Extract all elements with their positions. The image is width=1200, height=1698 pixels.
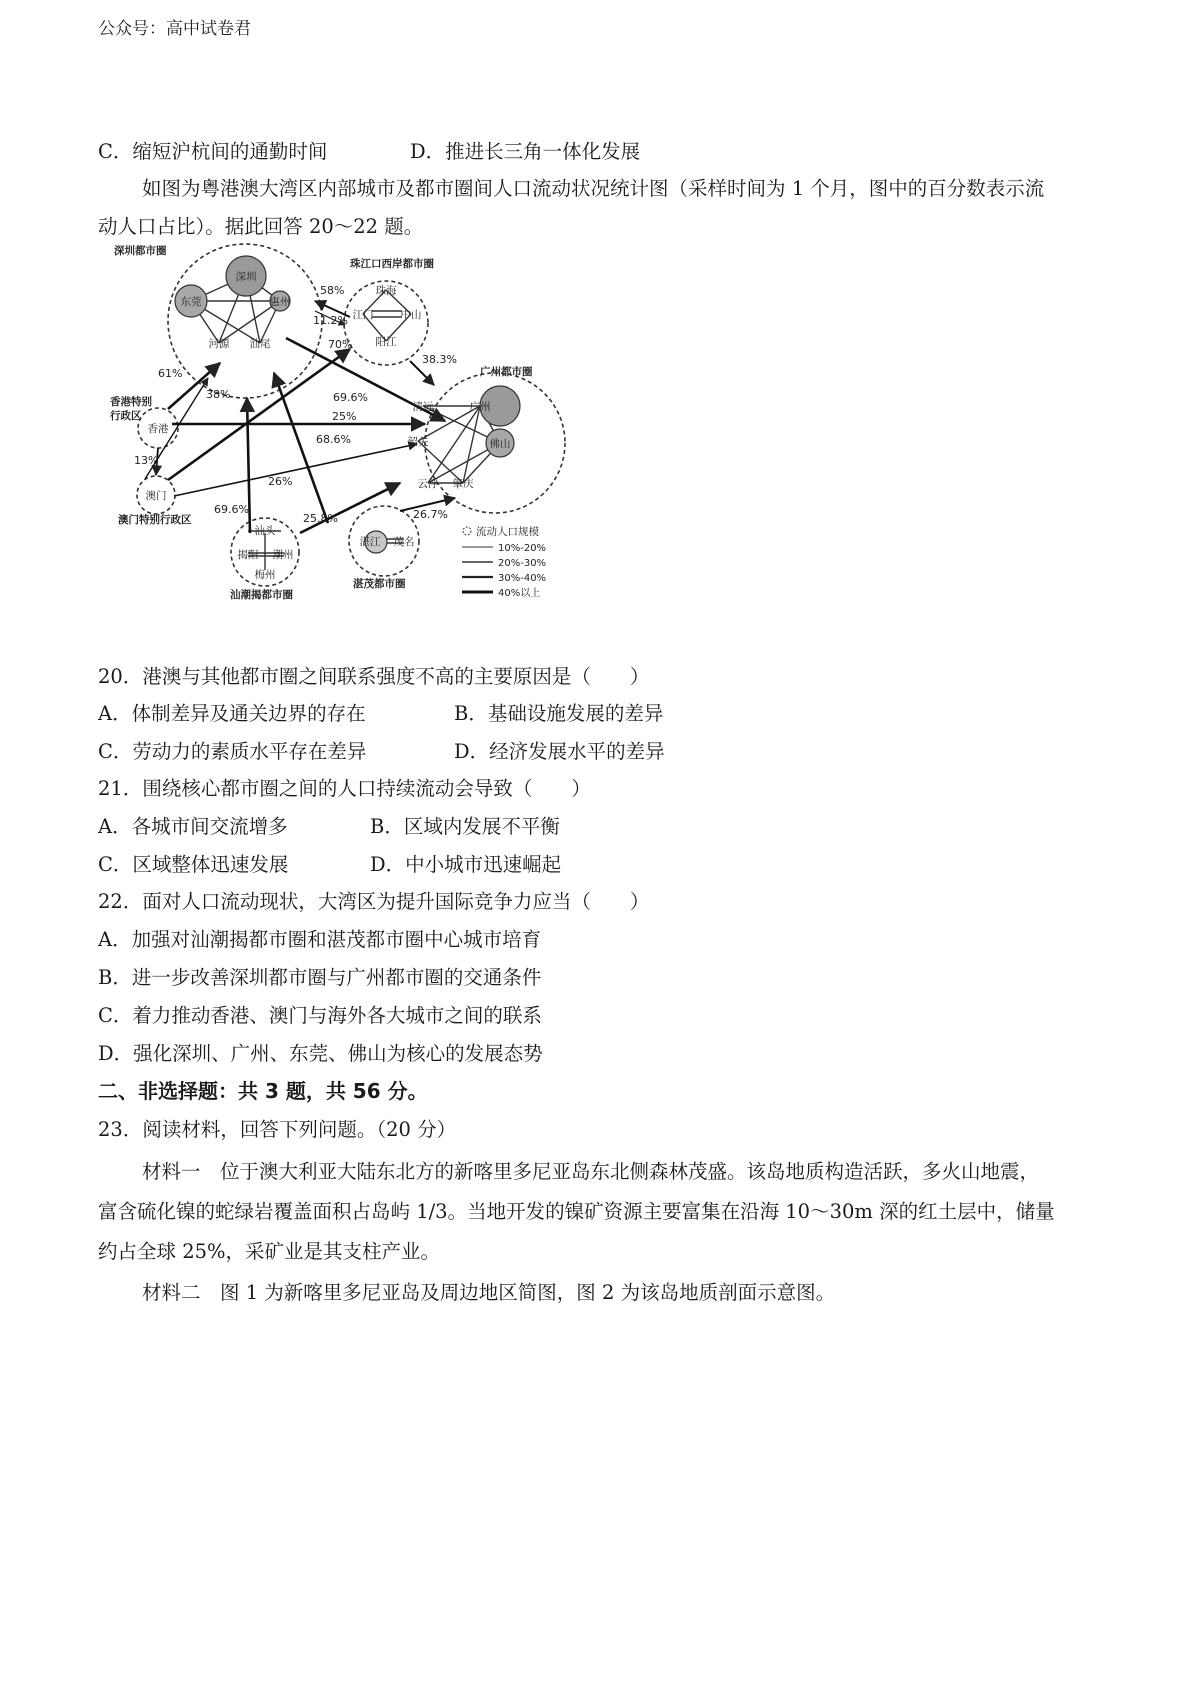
q19-options-line [98, 140, 641, 164]
circle-label-macau: 澳门特别行政区 [118, 514, 192, 526]
circle-label-guangzhou: 广州都市圈 [480, 366, 533, 378]
q21-option-a: A．各城市间交流增多 [98, 815, 288, 838]
city-yunfu: 云浮 [417, 478, 439, 490]
flow-label-38: 38% [206, 388, 231, 401]
circle-label-shenzhen: 深圳都市圈 [114, 245, 167, 258]
flow-label-38-3: 38.3% [422, 353, 457, 366]
q20-option-b: B．基础设施发展的差异 [454, 702, 664, 725]
q22-option-b: B．进一步改善深圳都市圈与广州都市圈的交通条件 [98, 966, 542, 989]
legend-title: 流动人口规模 [476, 526, 539, 538]
city-macau: 澳门 [145, 490, 167, 502]
city-shanwei: 汕尾 [249, 338, 271, 350]
q23-material-1-line-2: 富含硫化镍的蛇绿岩覆盖面积占岛屿 1/3。当地开发的镍矿资源主要富集在沿海 10～30m 深的红土层中，储量 [98, 1200, 1055, 1223]
circle-label-zhanmao: 湛茂都市圈 [353, 578, 406, 590]
circle-label-hongkong-1: 香港特别 [110, 396, 152, 408]
city-zhongshan: 中山 [400, 309, 422, 321]
section-2-title: 二、非选择题：共 3 题，共 56 分。 [98, 1079, 428, 1103]
q23-material-1-line-1: 材料一 位于澳大利亚大陆东北方的新喀里多尼亚岛东北侧森林茂盛。该岛地质构造活跃，多火山地震， [142, 1160, 1040, 1183]
city-dongguan: 东莞 [180, 296, 202, 308]
city-foshan: 佛山 [489, 438, 511, 450]
q20-option-c: C．劳动力的素质水平存在差异 [98, 740, 367, 763]
city-jieyang: 揭阳 [237, 549, 259, 561]
flow-label-69-6a: 69.6% [333, 391, 368, 404]
legend [462, 525, 546, 599]
circle-label-hongkong-2: 行政区 [110, 410, 142, 422]
city-zhanjiang: 湛江 [359, 536, 381, 548]
q22-option-a: A．加强对汕潮揭都市圈和湛茂都市圈中心城市培育 [98, 928, 542, 951]
city-shaoguan: 韶关 [407, 436, 429, 448]
flow-label-26-7: 26.7% [413, 508, 448, 521]
city-zhaoqing: 肇庆 [452, 478, 474, 490]
q19-option-c: C．缩短沪杭间的通勤时间 [98, 140, 328, 163]
city-zhuhai: 珠海 [375, 285, 397, 297]
q21-option-c: C．区域整体迅速发展 [98, 853, 289, 876]
city-hongkong: 香港 [147, 423, 169, 435]
q22-option-d: D．强化深圳、广州、东莞、佛山为核心的发展态势 [98, 1042, 543, 1065]
q23-material-2: 材料二 图 1 为新喀里多尼亚岛及周边地区简图，图 2 为该岛地质剖面示意图。 [142, 1281, 836, 1304]
city-chaozhou: 潮州 [272, 549, 294, 561]
population-flow-diagram [110, 243, 595, 653]
q20-option-a: A．体制差异及通关边界的存在 [98, 702, 366, 725]
q20-options-cd [98, 740, 665, 764]
intro-line-1: 如图为粤港澳大湾区内部城市及都市圈间人口流动状况统计图（采样时间为 1 个月，图中的百分数表示流 [142, 177, 1045, 200]
flow-label-25-8: 25.8% [303, 512, 338, 525]
city-huizhou: 惠州 [269, 296, 291, 308]
q19-option-d: D．推进长三角一体化发展 [410, 140, 641, 163]
flow-label-68-6: 68.6% [316, 433, 351, 446]
flow-label-13: 13% [134, 454, 159, 467]
q21-options-ab [98, 815, 560, 839]
circle-label-shantou: 汕潮揭都市圈 [230, 589, 293, 601]
q20-stem: 20．港澳与其他都市圈之间联系强度不高的主要原因是（ ） [98, 665, 650, 688]
city-guangzhou: 广州 [469, 401, 491, 413]
flow-label-69-6b: 69.6% [214, 503, 249, 516]
q21-option-d: D．中小城市迅速崛起 [370, 853, 562, 876]
intro-line-2: 动人口占比）。据此回答 20～22 题。 [98, 215, 424, 238]
flow-label-70: 70% [328, 338, 353, 351]
city-meizhou: 梅州 [254, 569, 276, 581]
q22-option-c: C．着力推动香港、澳门与海外各大城市之间的联系 [98, 1004, 542, 1027]
legend-item-3: 30%-40% [498, 573, 547, 584]
q21-option-b: B．区域内发展不平衡 [370, 815, 560, 838]
q22-stem: 22．面对人口流动现状，大湾区为提升国际竞争力应当（ ） [98, 890, 650, 913]
city-yangjiang: 阳江 [375, 336, 397, 348]
flow-label-58: 58% [320, 284, 345, 297]
city-maoming: 茂名 [393, 536, 415, 548]
city-shenzhen: 深圳 [235, 271, 257, 283]
legend-item-1: 10%-20% [498, 543, 547, 554]
city-shantou: 汕头 [254, 525, 276, 537]
legend-item-4: 40%以上 [498, 588, 541, 599]
city-heyuan: 河源 [208, 338, 230, 350]
q20-option-d: D．经济发展水平的差异 [454, 740, 665, 763]
q21-stem: 21．围绕核心都市圈之间的人口持续流动会导致（ ） [98, 777, 591, 800]
q23-material-1-line-3: 约占全球 25%，采矿业是其支柱产业。 [98, 1240, 441, 1263]
circle-label-zhujiang: 珠江口西岸都市圈 [350, 258, 434, 270]
q23-stem: 23．阅读材料，回答下列问题。（20 分） [98, 1118, 457, 1141]
legend-item-2: 20%-30% [498, 558, 547, 569]
flow-label-11-2: 11.2% [313, 314, 348, 327]
q21-options-cd [98, 853, 562, 877]
flow-label-61: 61% [158, 367, 183, 380]
page-header-source: 公众号：高中试卷君 [98, 19, 251, 39]
flow-label-25: 25% [332, 410, 357, 423]
q20-options-ab [98, 702, 664, 726]
city-qingyuan: 清远 [412, 401, 434, 413]
city-jiangmen: 江门 [352, 309, 374, 321]
flow-label-26: 26% [268, 475, 293, 488]
